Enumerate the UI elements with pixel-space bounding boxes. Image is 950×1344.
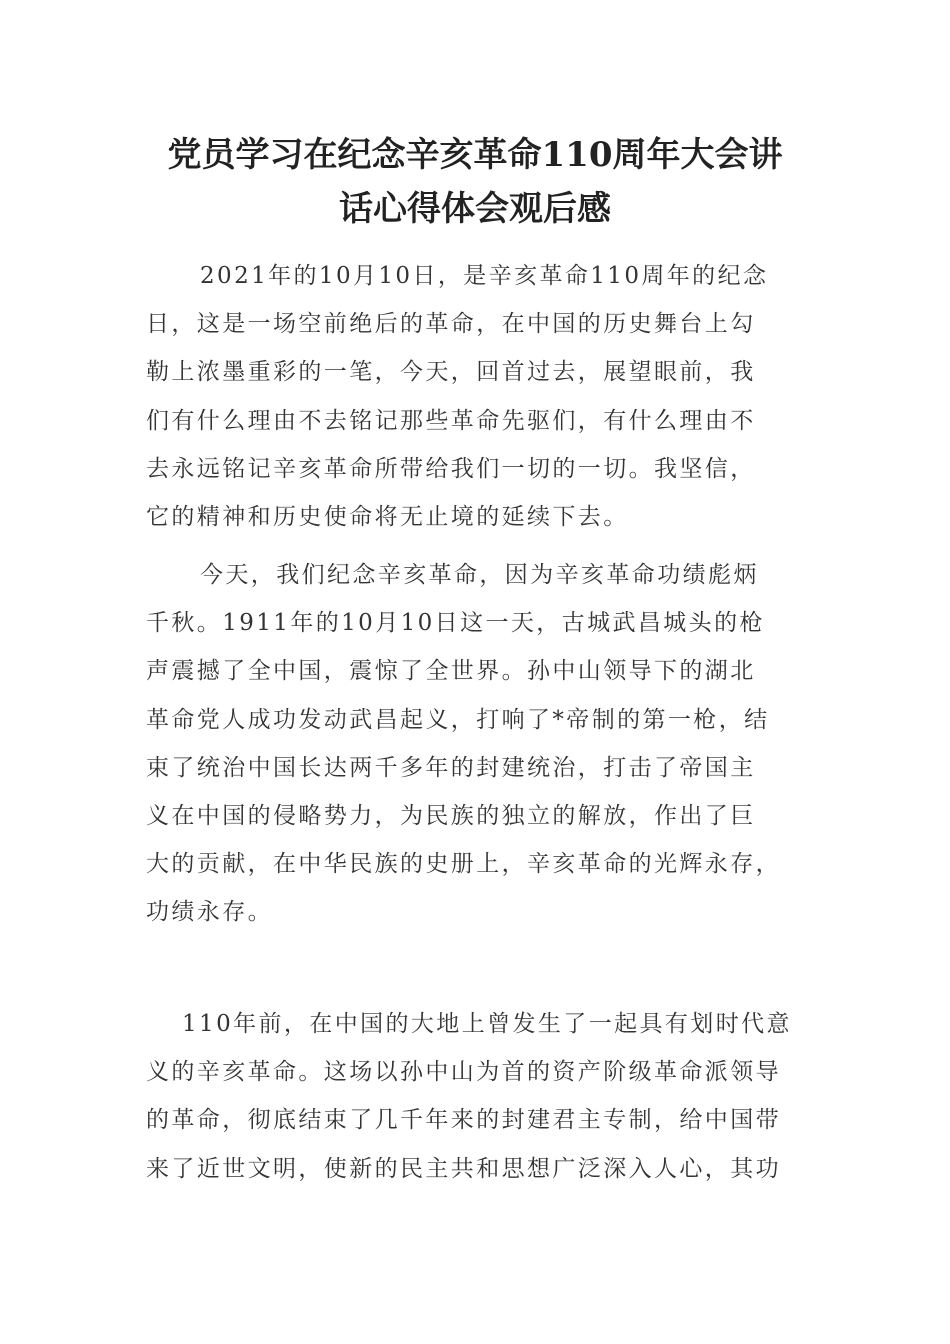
- text-line: 今天，我们纪念辛亥革命，因为辛亥革命功绩彪炳: [200, 562, 759, 588]
- paragraph-2: [146, 551, 806, 937]
- title-line-1: 党员学习在纪念辛亥革命110周年大会讲: [167, 135, 783, 175]
- document-title: [140, 128, 810, 236]
- text-line: 的革命，彻底结束了几千年来的封建君主专制，给中国带: [146, 1107, 781, 1134]
- paragraph-3: [146, 1000, 806, 1193]
- text-line: 革命党人成功发动武昌起义，打响了*帝制的第一枪，结: [146, 706, 770, 733]
- text-line: 110年前，在中国的大地上曾发生了一起具有划时代意: [182, 1011, 792, 1037]
- text-line: 束了统治中国长达两千多年的封建统治，打击了帝国主: [146, 754, 756, 781]
- text-line: 2021年的10月10日，是辛亥革命110周年的纪念: [200, 263, 769, 289]
- text-line: 千秋。1911年的10月10日这一天，古城武昌城头的枪: [146, 610, 765, 637]
- text-line: 声震撼了全中国，震惊了全世界。孙中山领导下的湖北: [146, 658, 756, 685]
- text-line: 义在中国的侵略势力，为民族的独立的解放，作出了巨: [146, 803, 756, 830]
- text-line: 义的辛亥革命。这场以孙中山为首的资产阶级革命派领导: [146, 1059, 781, 1086]
- title-line-2: 话心得体会观后感: [339, 189, 611, 229]
- text-line: 去永远铭记辛亥革命所带给我们一切的一切。我坚信，: [146, 455, 756, 482]
- text-line: 勒上浓墨重彩的一笔，今天，回首过去，展望眼前，我: [146, 359, 756, 386]
- text-line: 它的精神和历史使命将无止境的延续下去。: [146, 504, 629, 531]
- text-line: 功绩永存。: [146, 899, 273, 926]
- text-line: 们有什么理由不去铭记那些革命先驱们，有什么理由不: [146, 407, 756, 434]
- text-line: 来了近世文明，使新的民主共和思想广泛深入人心，其功: [146, 1155, 781, 1182]
- paragraph-1: [146, 252, 806, 541]
- text-line: 大的贡献，在中华民族的史册上，辛亥革命的光辉永存，: [146, 851, 781, 878]
- text-line: 日，这是一场空前绝后的革命，在中国的历史舞台上勾: [146, 311, 756, 338]
